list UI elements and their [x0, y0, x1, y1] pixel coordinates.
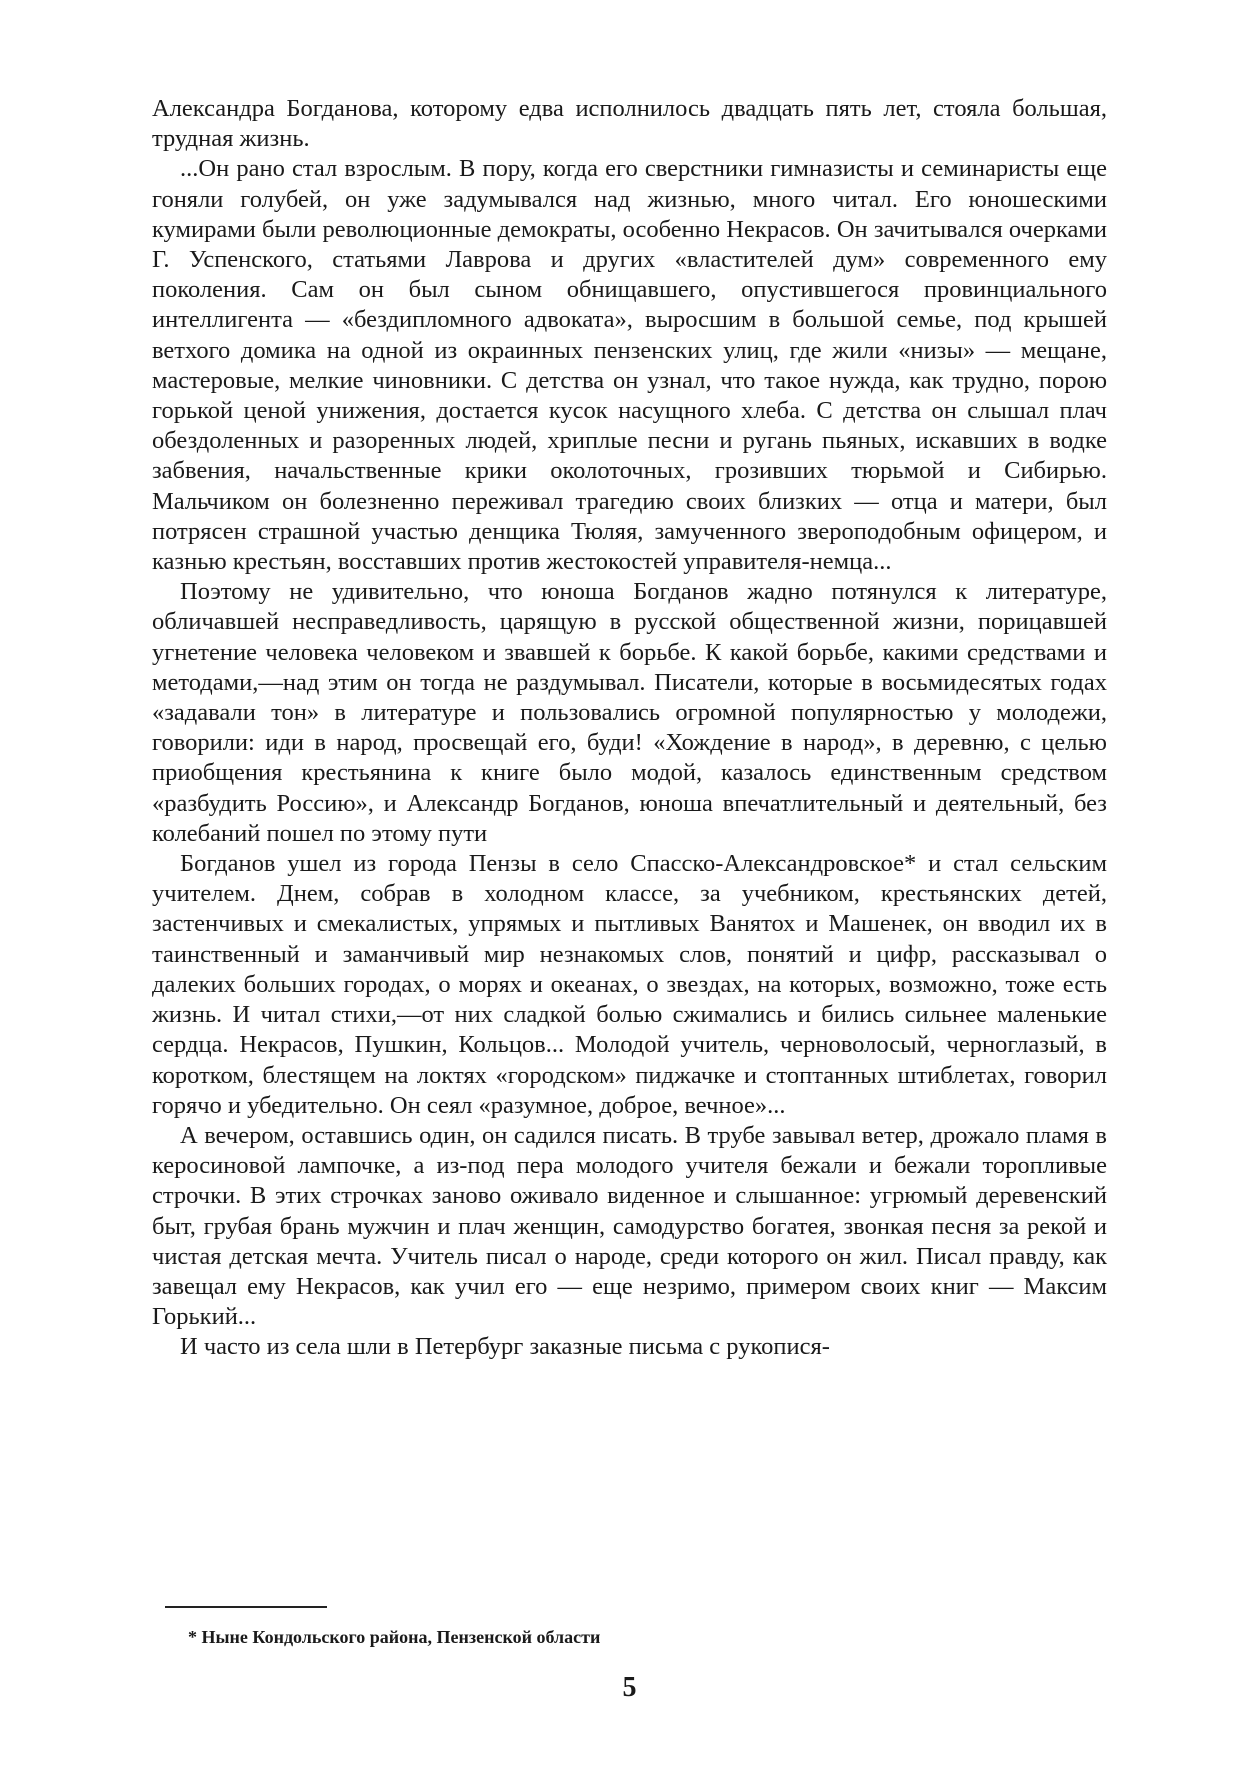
footnote-divider: [165, 1606, 327, 1608]
paragraph: Богданов ушел из города Пензы в село Спасско-Александровское* и стал сельским учителем. Днем, собрав в холодном классе, за учебником, крестьянских детей, застенчивых и смекалистых, упрямых и пытливых Ванятох и Машенек, он вводил их в таинственный и заманчивый мир незнакомых слов, понятий и цифр, рассказывал о далеких больших городах, о морях и океанах, о звездах, на которых, возможно, тоже есть жизнь. И читал стихи,—от них сладкой болью сжимались и бились сильнее маленькие сердца. Некрасов, Пушкин, Кольцов... Молодой учитель, черноволосый, черноглазый, в коротком, блестящем на локтях «городском» пиджачке и стоптанных штиблетах, говорил горячо и убедительно. Он сеял «разумное, доброе, вечное»...: [152, 850, 1107, 1119]
paragraph: А вечером, оставшись один, он садился писать. В трубе завывал ветер, дрожало пламя в керосиновой лампочке, а из-под пера молодого учителя бежали и бежали торопливые строчки. В этих строчках заново оживало виденное и слышанное: угрюмый деревенский быт, грубая брань мужчин и плач женщин, самодурство богатея, звонкая песня за рекой и чистая детская мечта. Учитель писал о народе, среди которого он жил. Писал правду, как завещал ему Некрасов, как учил его — еще незримо, примером своих книг — Максим Горький...: [152, 1121, 1107, 1331]
body-text: [152, 94, 1107, 1363]
footnote: * Ныне Кондольского района, Пензенской области: [188, 1627, 601, 1647]
paragraph: ...Он рано стал взрослым. В пору, когда его сверстники гимназисты и семинаристы еще гоняли голубей, он уже задумывался над жизнью, много читал. Его юношескими кумирами были революционные демократы, особенно Некрасов. Он зачитывался очерками Г. Успенского, статьями Лаврова и других «властителей дум» современного ему поколения. Сам он был сыном обнищавшего, опустившегося провинциального интеллигента — «бездипломного адвоката», выросшим в большой семье, под крышей ветхого домика на одной из окраинных пензенских улиц, где жили «низы» — мещане, мастеровые, мелкие чиновники. С детства он узнал, что такое нужда, как трудно, порою горькой ценой унижения, достается кусок насущного хлеба. С детства он слышал плач обездоленных и разоренных людей, хриплые песни и ругань пьяных, искавших в водке забвения, начальственные крики околоточных, грозивших тюрьмой и Сибирью. Мальчиком он болезненно переживал трагедию своих близких — отца и матери, был потрясен страшной участью денщика Тюляя, замученного звероподобным офицером, и казнью крестьян, восставших против жестокостей управителя-немца...: [152, 155, 1107, 576]
page-number: 5: [622, 1672, 637, 1703]
paragraph: Поэтому не удивительно, что юноша Богданов жадно потянулся к литературе, обличавшей несправедливость, царящую в русской общественной жизни, порицавшей угнетение человека человеком и звавшей к борьбе. К какой борьбе, какими средствами и методами,—над этим он тогда не раздумывал. Писатели, которые в восьмидесятых годах «задавали тон» в литературе и пользовались огромной популярностью у молодежи, говорили: иди в народ, просвещай его, буди! «Хождение в народ», в деревню, с целью приобщения крестьянина к книге было модой, казалось единственным средством «разбудить Россию», и Александр Богданов, юноша впечатлительный и деятельный, без колебаний пошел по этому пути: [152, 578, 1107, 847]
paragraph-continuation: Александра Богданова, которому едва исполнилось двадцать пять лет, стояла большая, трудная жизнь.: [152, 95, 1107, 153]
paragraph: И часто из села шли в Петербург заказные письма с рукопися-: [180, 1333, 830, 1361]
